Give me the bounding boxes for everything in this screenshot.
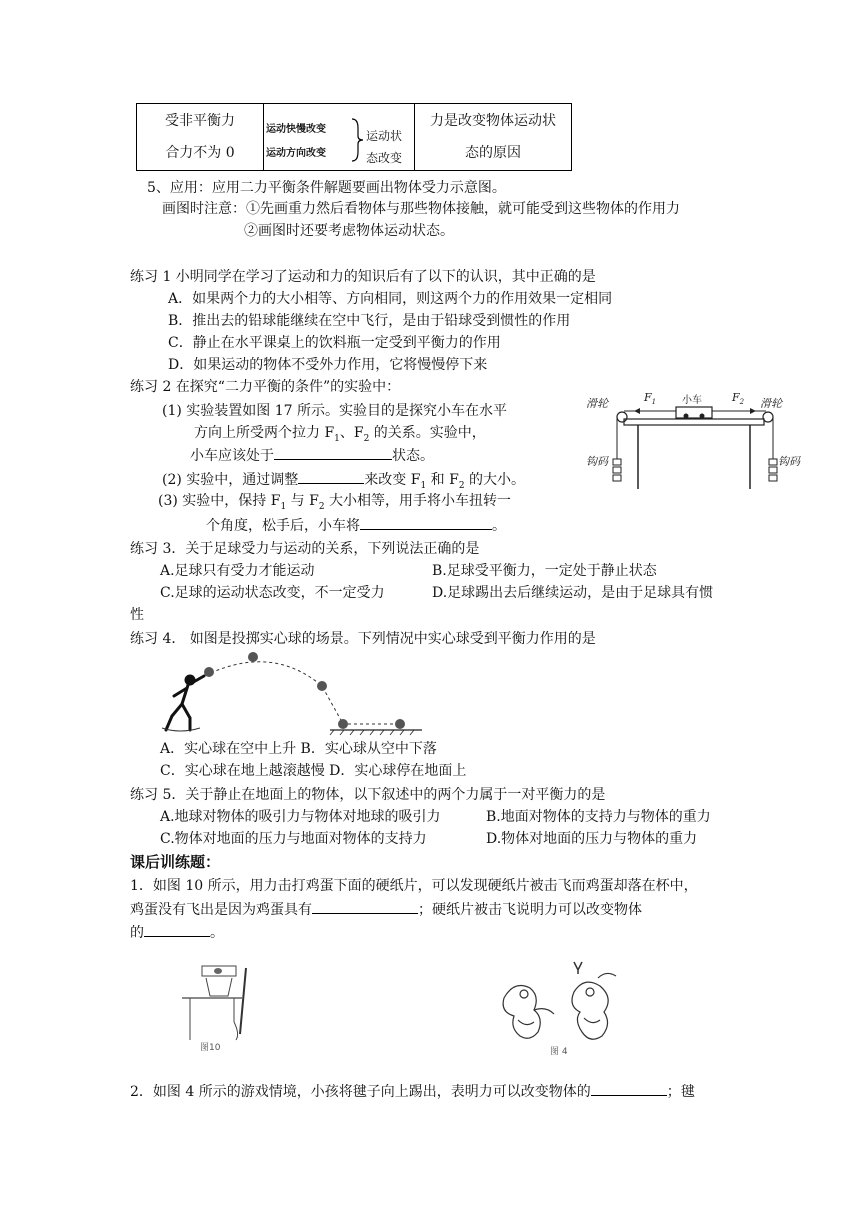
hw-q1-line2: 鸡蛋没有飞出是因为鸡蛋具有 ；硬纸片被击飞说明力可以改变物体 bbox=[130, 899, 642, 920]
f2-label: $F_2$ bbox=[732, 391, 745, 406]
brace-icon bbox=[350, 118, 364, 162]
shot-put-figure bbox=[160, 650, 430, 736]
egg-card-figure bbox=[182, 962, 272, 1052]
shuttlecock-kids-figure bbox=[494, 958, 624, 1058]
ex4-stem: 练习 4． 如图是投掷实心球的场景。下列情况中实心球受到平衡力作用的是 bbox=[130, 631, 596, 647]
hw-q1-line1: 1．如图 10 所示，用力击打鸡蛋下面的硬纸片，可以发现硬纸片被击飞而鸡蛋却落在杯中， bbox=[130, 878, 698, 894]
hw-q2: 2．如图 4 所示的游戏情境，小孩将毽子向上踢出，表明力可以改变物体的 ；毽 bbox=[130, 1081, 695, 1102]
table-cell-text: 力是改变物体运动状 bbox=[430, 113, 556, 129]
table-cell-text: 合力不为 0 bbox=[165, 145, 235, 161]
ex3-option-d-cont: 性 bbox=[130, 607, 144, 623]
ex5-option-a: A.地球对物体的吸引力与物体对地球的吸引力 bbox=[160, 809, 441, 825]
ex2-q2: (2) 实验中，通过调整 来改变 $F_1$ 和 $F_2$ 的大小。 bbox=[162, 469, 525, 496]
ex2-q3a: (3) 实验中，保持 $F_1$ 与 $F_2$ 大小相等，用手将小车扭转一 bbox=[158, 493, 511, 512]
pulley-left-label: 滑轮 bbox=[586, 397, 608, 410]
fig10-caption: 图10 bbox=[200, 1043, 221, 1052]
answer-blank[interactable] bbox=[298, 469, 364, 484]
fig4-caption: 图 4 bbox=[550, 1047, 568, 1057]
ex3-option-b: B.足球受平衡力，一定处于静止状态 bbox=[432, 563, 657, 579]
table-cell-text: 运动快慢改变 bbox=[266, 124, 326, 135]
table-cell-text: 运动状 bbox=[366, 129, 403, 143]
table-cell-text: 运动方向改变 bbox=[266, 148, 326, 159]
ex3-option-c: C.足球的运动状态改变，不一定受力 bbox=[160, 585, 385, 601]
answer-blank[interactable] bbox=[274, 445, 392, 460]
ex2-q3b: 个角度，松手后，小车将 。 bbox=[206, 515, 506, 536]
table-cell-text: 态的原因 bbox=[465, 145, 521, 161]
ex1-option-d: D．如果运动的物体不受外力作用，它将慢慢停下来 bbox=[168, 357, 488, 373]
ex3-option-d: D.足球踢出去后继续运动，是由于足球具有惯 bbox=[432, 585, 714, 601]
ex2-q1b: 方向上所受两个拉力 $F_1$、$F_2$ 的关系。实验中， bbox=[194, 425, 486, 444]
weight-right-label: 钩码 bbox=[778, 455, 800, 468]
ex1-stem: 练习 1 小明同学在学习了运动和力的知识后有了以下的认识，其中正确的是 bbox=[130, 269, 596, 285]
weight-left-label: 钩码 bbox=[586, 455, 608, 468]
table-cell-text: 态改变 bbox=[366, 151, 403, 165]
section5-note1: 画图时注意：①先画重力然后看物体与那些物体接触，就可能受到这些物体的作用力 bbox=[162, 201, 680, 217]
f1-label: $F_1$ bbox=[644, 391, 657, 406]
answer-blank[interactable] bbox=[312, 899, 418, 914]
answer-blank[interactable] bbox=[591, 1081, 667, 1096]
ex3-option-a: A.足球只有受力才能运动 bbox=[160, 563, 315, 579]
ex4-options-ab: A．实心球在空中上升 B．实心球从空中下落 bbox=[160, 741, 437, 757]
ex5-option-b: B.地面对物体的支持力与物体的重力 bbox=[486, 809, 711, 825]
ex1-option-c: C．静止在水平课桌上的饮料瓶一定受到平衡力的作用 bbox=[168, 335, 501, 351]
table-cell-force bbox=[137, 104, 264, 171]
ex4-options-cd: C．实心球在地上越滚越慢 D．实心球停在地面上 bbox=[160, 763, 467, 779]
section5-note2: ②画图时还要考虑物体运动状态。 bbox=[244, 223, 454, 239]
ex2-q1c: 小车应该处于 状态。 bbox=[190, 445, 434, 466]
hw-q1-line3: 的 。 bbox=[130, 922, 224, 943]
ex5-option-c: C.物体对地面的压力与地面对物体的支持力 bbox=[160, 831, 427, 847]
ex1-option-a: A．如果两个力的大小相等、方向相同，则这两个力的作用效果一定相同 bbox=[168, 291, 613, 307]
section5-title: 5、应用：应用二力平衡条件解题要画出物体受力示意图。 bbox=[147, 180, 506, 196]
pulley-right-label: 滑轮 bbox=[760, 397, 782, 410]
answer-blank[interactable] bbox=[144, 922, 210, 937]
car-label: 小车 bbox=[682, 395, 702, 406]
balance-apparatus-figure bbox=[582, 383, 802, 493]
ex2-q1a: (1) 实验装置如图 17 所示。实验目的是探究小车在水平 bbox=[162, 403, 507, 419]
answer-blank[interactable] bbox=[360, 515, 492, 530]
ex1-option-b: B．推出去的铅球能继续在空中飞行，是由于铅球受到惯性的作用 bbox=[168, 313, 571, 329]
ex2-stem: 练习 2 在探究“二力平衡的条件”的实验中： bbox=[130, 379, 401, 395]
table-cell-motion bbox=[264, 104, 415, 171]
ex3-stem: 练习 3．关于足球受力与运动的关系，下列说法正确的是 bbox=[130, 541, 480, 557]
ex5-stem: 练习 5．关于静止在地面上的物体，以下叙述中的两个力属于一对平衡力的是 bbox=[130, 787, 606, 803]
homework-title: 课后训练题： bbox=[130, 853, 221, 871]
summary-table bbox=[136, 103, 572, 171]
table-cell-text: 受非平衡力 bbox=[165, 113, 235, 129]
ex5-option-d: D.物体对地面的压力与物体的重力 bbox=[486, 831, 698, 847]
table-cell-reason bbox=[415, 104, 572, 171]
